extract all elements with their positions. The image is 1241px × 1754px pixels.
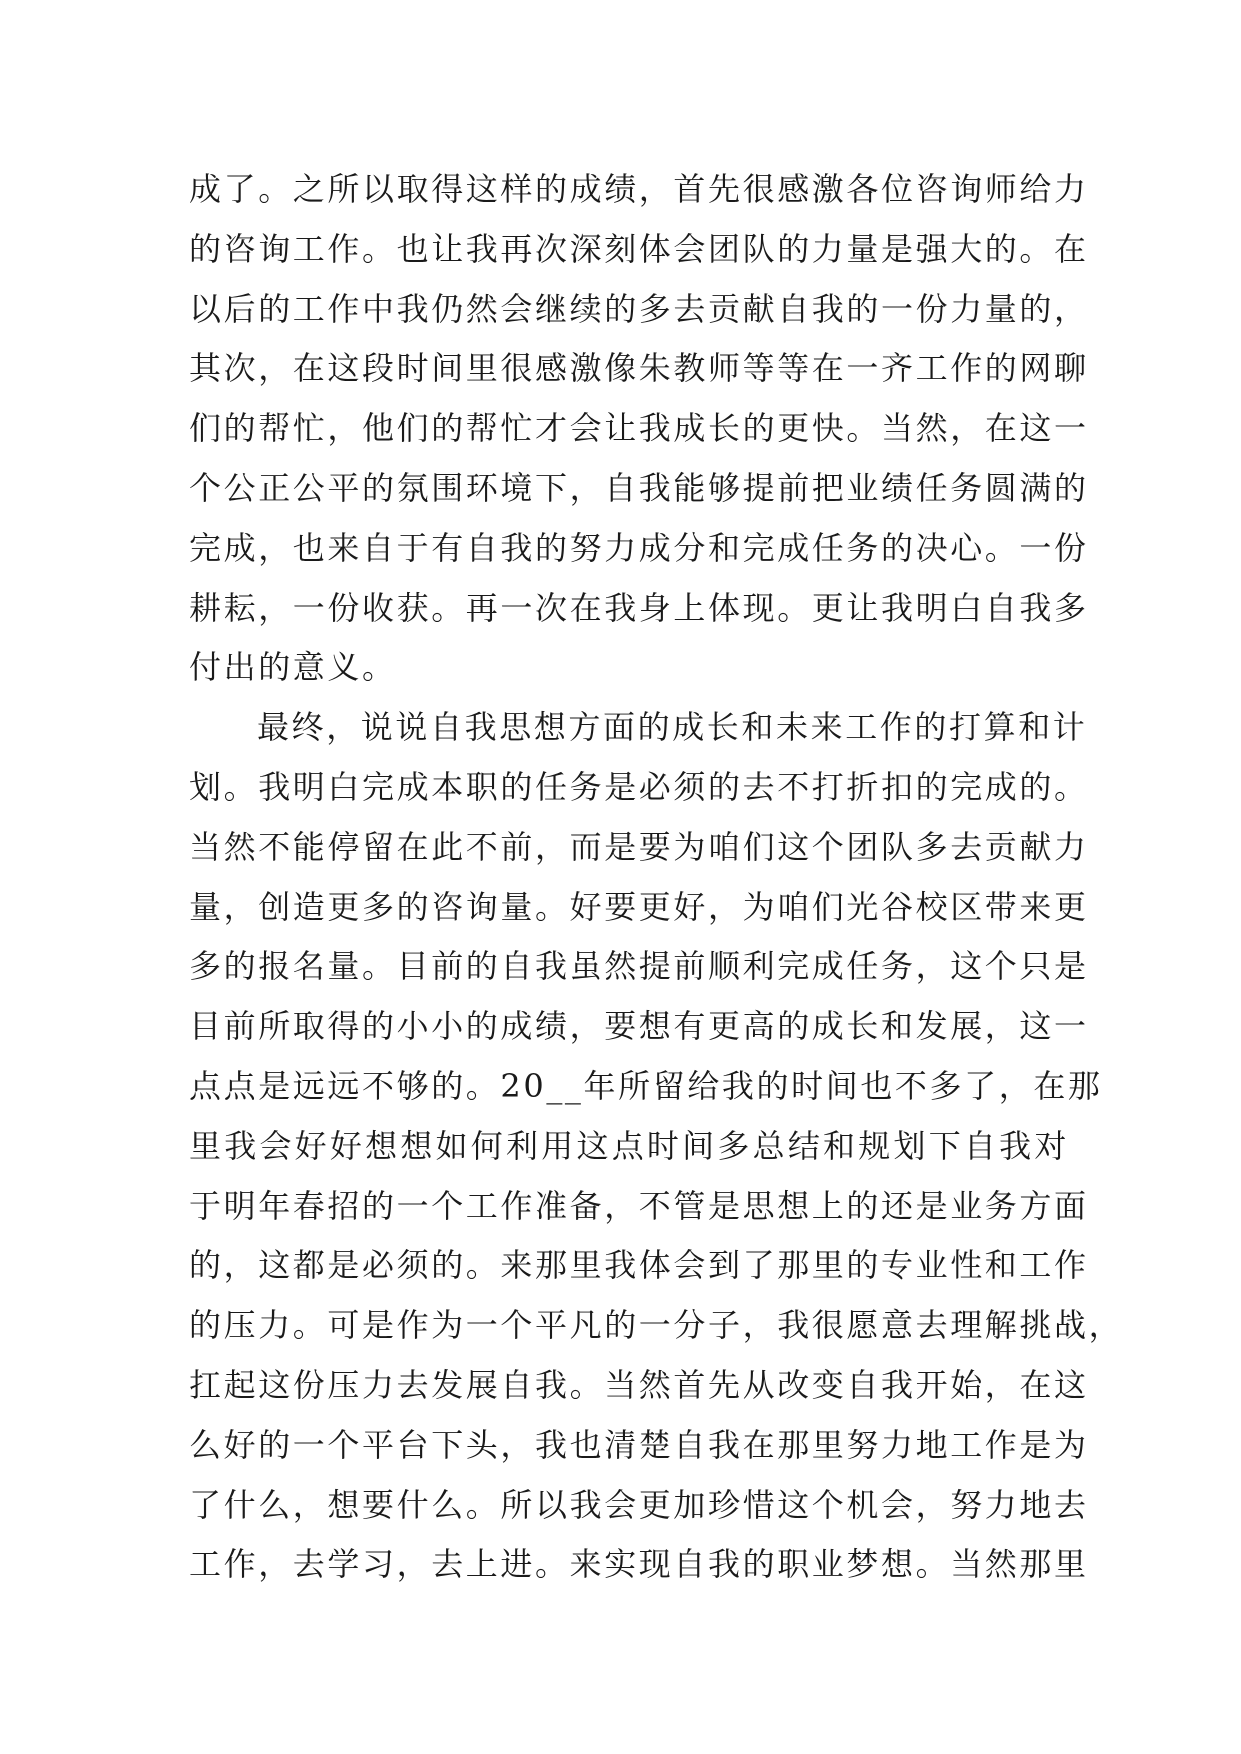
text-line: 的压力。可是作为一个平凡的一分子，我很愿意去理解挑战， <box>189 1306 1124 1345</box>
text-line: 于明年春招的一个工作准备，不管是思想上的还是业务方面 <box>189 1186 1089 1225</box>
text-line: 耕耘，一份收获。再一次在我身上体现。更让我明白自我多 <box>189 588 1089 627</box>
text-line: 的，这都是必须的。来那里我体会到了那里的专业性和工作 <box>189 1246 1089 1285</box>
text-line: 划。我明白完成本职的任务是必须的去不打折扣的完成的。 <box>189 767 1089 806</box>
text-line: 成了。之所以取得这样的成绩，首先很感激各位咨询师给力 <box>189 170 1089 208</box>
text-line: 个公正公平的氛围环境下，自我能够提前把业绩任务圆满的 <box>189 468 1089 507</box>
text-line: 以后的工作中我仍然会继续的多去贡献自我的一份力量的， <box>189 289 1089 328</box>
text-line: 完成，也来自于有自我的努力成分和完成任务的决心。一份 <box>189 528 1089 567</box>
text-line: 工作，去学习，去上进。来实现自我的职业梦想。当然那里 <box>189 1545 1089 1584</box>
text-line: 多的报名量。目前的自我虽然提前顺利完成任务，这个只是 <box>189 947 1089 986</box>
text-line: 么好的一个平台下头，我也清楚自我在那里努力地工作是为 <box>189 1425 1089 1464</box>
text-line: 的咨询工作。也让我再次深刻体会团队的力量是强大的。在 <box>189 229 1089 268</box>
text-line: 点点是远远不够的。20__年所留给我的时间也不多了，在那 <box>189 1066 1103 1105</box>
text-line: 当然不能停留在此不前，而是要为咱们这个团队多去贡献力 <box>189 827 1089 866</box>
text-line: 付出的意义。 <box>189 648 397 687</box>
text-line: 里我会好好想想如何利用这点时间多总结和规划下自我对 <box>189 1126 1069 1165</box>
text-line: 量，创造更多的咨询量。好要更好，为咱们光谷校区带来更 <box>189 887 1089 926</box>
text-line: 目前所取得的小小的成绩，要想有更高的成长和发展，这一 <box>189 1007 1089 1046</box>
text-line: 扛起这份压力去发展自我。当然首先从改变自我开始，在这 <box>189 1365 1089 1404</box>
text-line: 们的帮忙，他们的帮忙才会让我成长的更快。当然，在这一 <box>189 409 1089 448</box>
text-line: 其次，在这段时间里很感激像朱教师等等在一齐工作的网聊 <box>189 349 1089 388</box>
document-body <box>189 160 1124 1595</box>
text-line: 最终，说说自我思想方面的成长和未来工作的打算和计 <box>257 708 1088 747</box>
text-line: 了什么，想要什么。所以我会更加珍惜这个机会，努力地去 <box>189 1485 1089 1524</box>
